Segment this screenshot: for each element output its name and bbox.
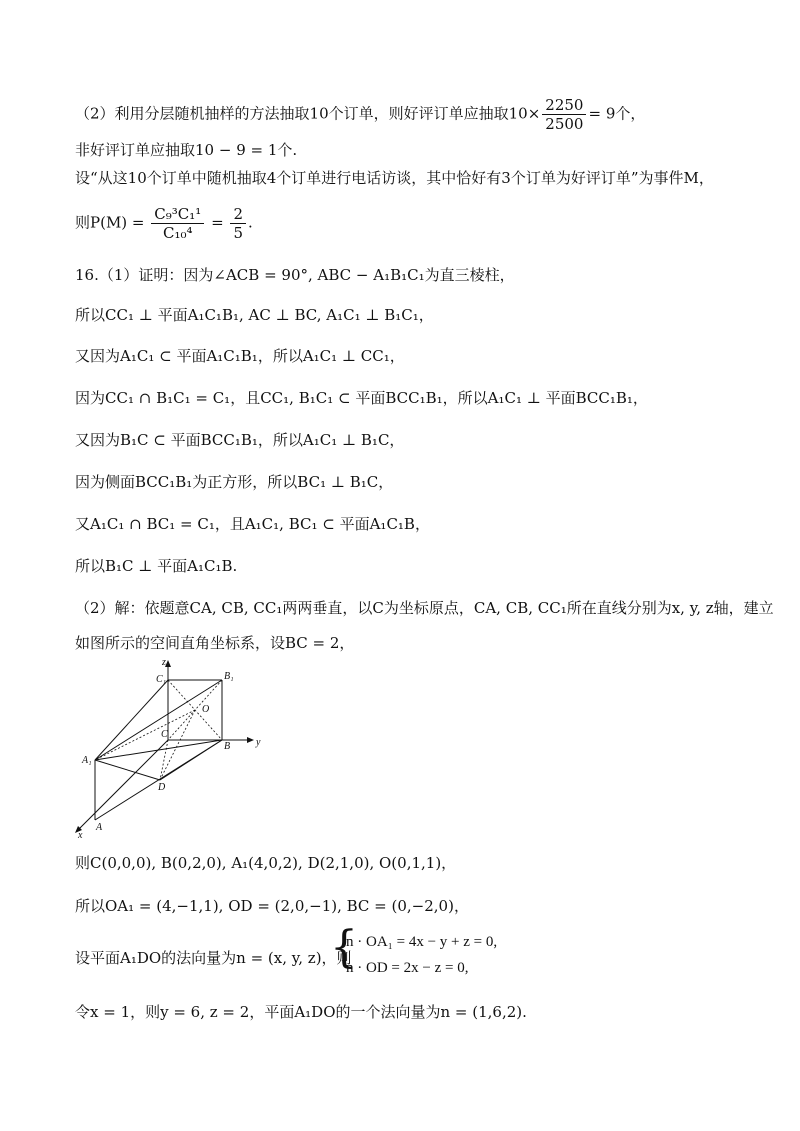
fig-label-b: B [224, 741, 231, 752]
fig-label-y: y [256, 737, 261, 748]
coordinates-line: 则C(0,0,0), B(0,2,0), A₁(4,0,2), D(2,1,0), O(0,1,1)， [75, 854, 457, 872]
part2-intro-end: = 9个， [588, 104, 646, 123]
brace-icon: { [330, 922, 358, 973]
probability-result-fraction [230, 205, 246, 242]
fig-label-c1: C₁ [156, 674, 167, 685]
fraction-numerator: 2250 [542, 96, 586, 115]
part2-intro-line [75, 96, 645, 133]
q16-line-4: 因为CC₁ ∩ B₁C₁ = C₁，且CC₁, B₁C₁ ⊂ 平面BCC₁B₁，所以A₁C₁ ⊥ 平面BCC₁B₁， [75, 389, 648, 407]
fig-label-b1: B₁ [224, 671, 234, 682]
equation-1: n · OA₁ = 4x − y + z = 0, [346, 934, 498, 950]
q16-line-10: 如图所示的空间直角坐标系，设BC = 2， [75, 634, 355, 652]
q16-line-6: 因为侧面BCC₁B₁为正方形，所以BC₁ ⊥ B₁C， [75, 473, 394, 491]
probability-end: . [247, 213, 253, 232]
y-arrow-icon [247, 737, 254, 743]
fig-label-c: C [161, 729, 168, 740]
fig-label-x: x [78, 830, 83, 840]
q16-line-9: （2）解：依题意CA, CB, CC₁两两垂直，以C为坐标原点，CA, CB, CC₁所在直线分别为x, y, z轴，建立 [75, 599, 774, 617]
q16-line-7: 又A₁C₁ ∩ BC₁ = C₁，且A₁C₁, BC₁ ⊂ 平面A₁C₁B， [75, 515, 430, 533]
event-definition-line: 设“从这10个订单中随机抽取4个订单进行电话访谈，其中恰好有3个订单为好评订单”为事件M， [75, 169, 714, 187]
result-denominator: 5 [233, 224, 243, 242]
q16-line-8: 所以B₁C ⊥ 平面A₁C₁B. [75, 557, 238, 575]
sampling-fraction [542, 96, 586, 133]
result-numerator: 2 [230, 205, 246, 224]
final-result-line: 令x = 1，则y = 6, z = 2，平面A₁DO的一个法向量为n = (1,6,2). [75, 1003, 527, 1021]
fraction-denominator: 2500 [545, 115, 584, 133]
x-axis [78, 740, 168, 830]
probability-line [75, 205, 253, 242]
probability-equals: = [211, 213, 224, 232]
fig-label-z: z [162, 657, 166, 668]
fig-label-a: A [96, 822, 103, 833]
probability-fraction [151, 205, 204, 242]
fig-label-d: D [158, 782, 166, 793]
fig-label-a1: A₁ [82, 755, 92, 766]
equation-2: n · OD = 2x − z = 0, [346, 960, 469, 976]
part2-intro-text: （2）利用分层随机抽样的方法抽取10个订单，则好评订单应抽取10× [75, 104, 541, 123]
q16-line-1: 16.（1）证明：因为∠ACB = 90°, ABC − A₁B₁C₁为直三棱柱， [75, 266, 515, 284]
normal-vector-line: 设平面A₁DO的法向量为n = (x, y, z)，则 [75, 949, 352, 967]
vectors-line: 所以OA₁ = (4,−1,1), OD = (2,0,−1), BC = (0,−2,0)， [75, 897, 469, 915]
q16-line-2: 所以CC₁ ⊥ 平面A₁C₁B₁, AC ⊥ BC, A₁C₁ ⊥ B₁C₁， [75, 306, 434, 324]
q16-line-5: 又因为B₁C ⊂ 平面BCC₁B₁，所以A₁C₁ ⊥ B₁C， [75, 431, 405, 449]
prism-coordinate-figure [70, 655, 270, 840]
probability-denominator: C₁₀⁴ [163, 224, 193, 242]
q16-line-3: 又因为A₁C₁ ⊂ 平面A₁C₁B₁，所以A₁C₁ ⊥ CC₁， [75, 347, 405, 365]
probability-numerator: C₉³C₁¹ [151, 205, 204, 224]
fig-label-o: O [202, 704, 210, 715]
bad-orders-line: 非好评订单应抽取10 − 9 = 1个. [75, 141, 298, 159]
probability-prefix: 则P(M) = [75, 213, 145, 232]
